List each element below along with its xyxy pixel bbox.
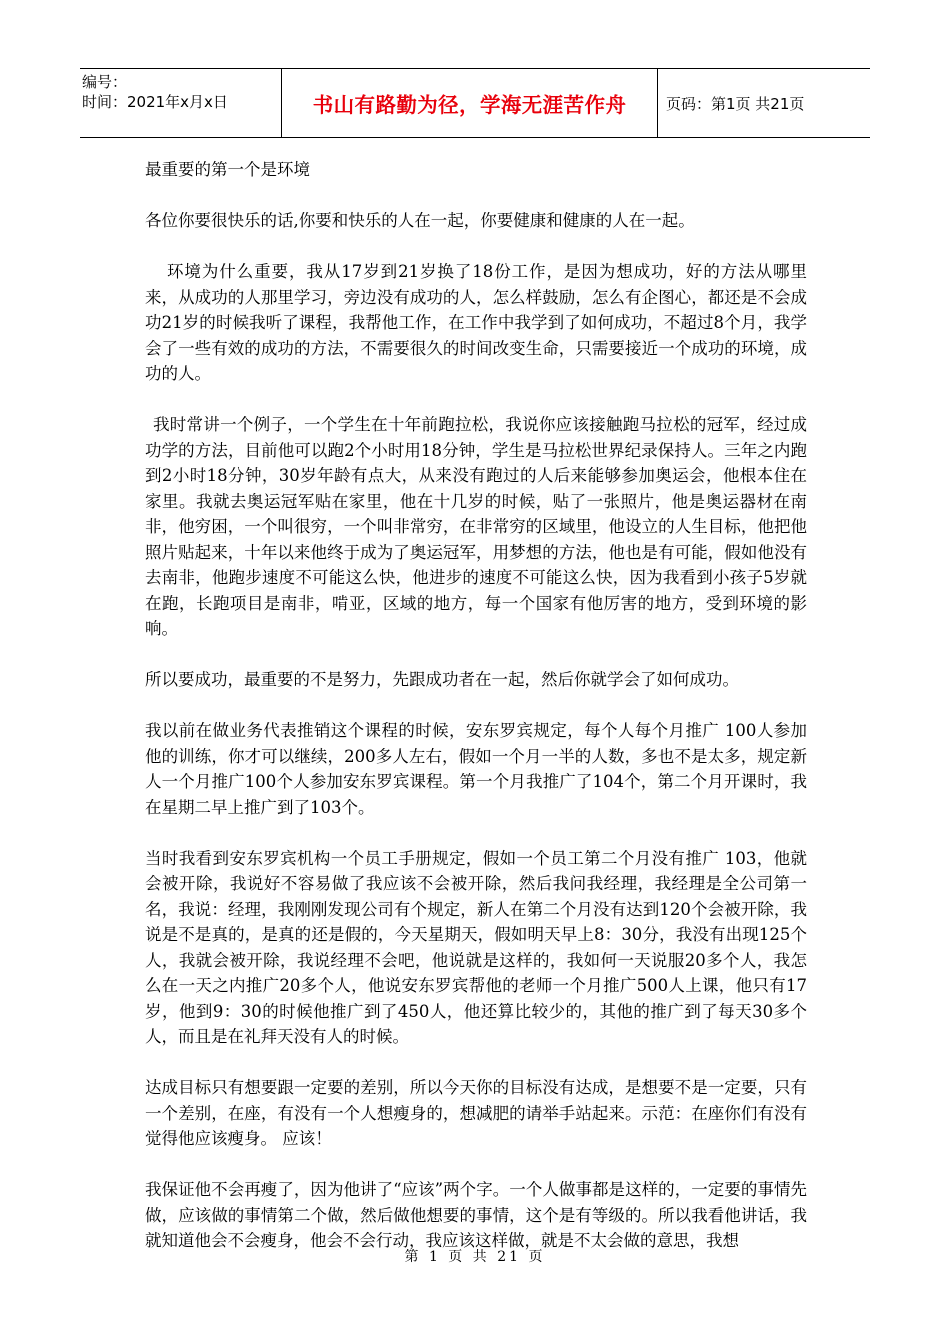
document-body bbox=[145, 157, 807, 1279]
body-paragraph: 最重要的第一个是环境 bbox=[145, 160, 310, 179]
body-paragraph: 我以前在做业务代表推销这个课程的时候，安东罗宾规定，每个人每个月推广 100人参加他的训练，你才可以继续，200多人左右，假如一个月一半的人数，多也不是太多，规定新人一个月推广100个人参加安东罗宾课程。第一个月我推广了104个，第二个月开课时，我在星期二早上推广到了103个。 bbox=[145, 721, 807, 817]
document-header bbox=[80, 68, 870, 138]
header-meta bbox=[80, 69, 282, 137]
header-motto: 书山有路勤为径，学海无涯苦作舟 bbox=[282, 69, 658, 137]
body-paragraph: 达成目标只有想要跟一定要的差别，所以今天你的目标没有达成，是想要不是一定要，只有一个差别，在座，有没有一个人想瘦身的，想减肥的请举手站起来。示范：在座你们有没有觉得他应该瘦身。 应该！ bbox=[145, 1078, 807, 1148]
header-page-info: 页码：第1页 共21页 bbox=[666, 94, 805, 113]
document-number-label: 编号： bbox=[82, 73, 128, 91]
body-paragraph: 我保证他不会再瘦了，因为他讲了“应该”两个字。一个人做事都是这样的，一定要的事情先做，应该做的事情第二个做，然后做他想要的事情，这个是有等级的。所以我看他讲话，我就知道他会不会瘦身，他会不会行动，我应该这样做，就是不太会做的意思，我想 bbox=[145, 1180, 807, 1250]
body-paragraph: 环境为什么重要，我从17岁到21岁换了18份工作，是因为想成功，好的方法从哪里来，从成功的人那里学习，旁边没有成功的人，怎么样鼓励，怎么有企图心，都还是不会成功21岁的时候我听了课程，我帮他工作，在工作中我学到了如何成功，不超过8个月，我学会了一些有效的成功的方法，不需要很久的时间改变生命，只需要接近一个成功的环境，成功的人。 bbox=[145, 262, 807, 383]
document-date-label: 时间：2021年x月x日 bbox=[82, 93, 228, 111]
body-paragraph: 当时我看到安东罗宾机构一个员工手册规定，假如一个员工第二个月没有推广 103，他就会被开除，我说好不容易做了我应该不会被开除，然后我问我经理，我经理是全公司第一名，我说：经理，我刚刚发现公司有个规定，新人在第二个月没有达到120个会被开除，我说是不是真的，是真的还是假的，今天星期天，假如明天早上8：30分，我没有出现125个人，我就会被开除，我说经理不会吧，他说就是这样的，我如何一天说服20多个人，我怎么在一天之内推广20多个人，他说安东罗宾帮他的老师一个月推广500人上课，他只有17岁，他到9：30的时候他推广到了450人，他还算比较少的，其他的推广到了每天30多个人，而且是在礼拜天没有人的时候。 bbox=[145, 848, 807, 1046]
body-paragraph: 各位你要很快乐的话,你要和快乐的人在一起，你要健康和健康的人在一起。 bbox=[145, 211, 695, 230]
page-footer: 第 1 页 共 21 页 bbox=[404, 1249, 546, 1265]
body-paragraph: 我时常讲一个例子，一个学生在十年前跑拉松，我说你应该接触跑马拉松的冠军，经过成功学的方法，目前他可以跑2个小时用18分钟，学生是马拉松世界纪录保持人。三年之内跑到2小时18分钟，30岁年龄有点大，从来没有跑过的人后来能够参加奥运会，他根本住在家里。我就去奥运冠军贴在家里，他在十几岁的时候，贴了一张照片，他是奥运器材在南非，他穷困，一个叫很穷，一个叫非常穷，在非常穷的区域里，他设立的人生目标，他把他照片贴起来，十年以来他终于成为了奥运冠军，用梦想的方法，他也是有可能，假如他没有去南非，他跑步速度不可能这么快，他进步的速度不可能这么快，因为我看到小孩子5岁就在跑，长跑项目是南非，啃亚，区域的地方，每一个国家有他厉害的地方，受到环境的影响。 bbox=[145, 415, 807, 638]
body-paragraph: 所以要成功，最重要的不是努力，先跟成功者在一起，然后你就学会了如何成功。 bbox=[145, 670, 739, 689]
